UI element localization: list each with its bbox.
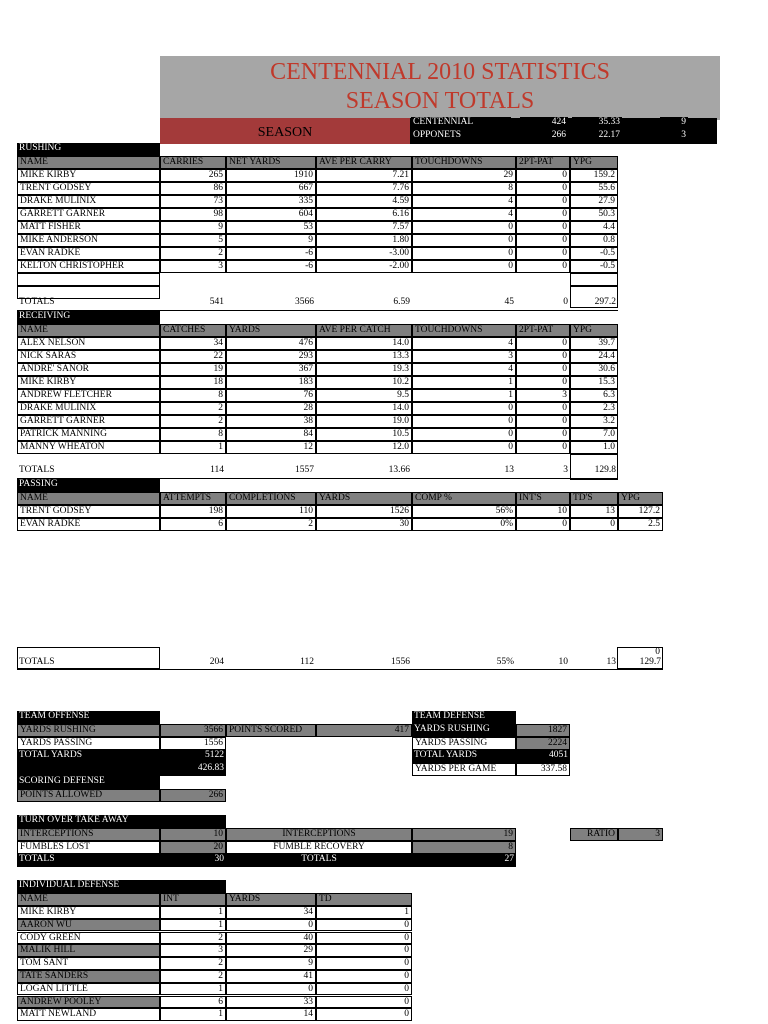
individual-defense-cell: 9 [226, 957, 316, 970]
passing-header-5: INT'S [516, 492, 570, 505]
passing-total-rule [17, 669, 663, 670]
passing-row-cell: 0 [516, 518, 570, 531]
opp-totals-value: 27 [412, 854, 516, 867]
score-average: 22.17 [572, 130, 622, 143]
passing-total-cell: 13 [606, 657, 616, 667]
rushing-row-cell: 0 [516, 260, 570, 273]
fumble-recovery-label: FUMBLE RECOVERY [226, 841, 412, 854]
rushing-row-cell: 0.8 [570, 234, 618, 247]
passing-total-cell: 129.7 [639, 657, 661, 667]
individual-defense-cell: 2 [160, 957, 226, 970]
interceptions-label: INTERCEPTIONS [17, 828, 160, 841]
opp-totals-label: TOTALS [226, 854, 412, 867]
rushing-row-cell: 5 [160, 234, 226, 247]
receiving-section-label: RECEIVING [17, 311, 160, 324]
receiving-total-cell: 1557 [295, 465, 314, 475]
receiving-row-cell: 19.0 [316, 415, 412, 428]
score-average: 35.33 [572, 117, 622, 130]
def-yards-rushing-label: YARDS RUSHING [412, 724, 516, 737]
passing-row-cell: TRENT GODSEY [17, 505, 160, 518]
receiving-row-cell: 0 [516, 376, 570, 389]
rushing-row-cell: 335 [226, 195, 316, 208]
receiving-row-cell: 3 [516, 389, 570, 402]
receiving-total-cell: 3 [563, 465, 568, 475]
receiving-row-cell: 293 [226, 350, 316, 363]
receiving-row-cell: 0 [516, 402, 570, 415]
turnover-totals-label: TOTALS [17, 854, 160, 867]
receiving-row-cell: 4 [412, 337, 516, 350]
passing-header-7: YPG [618, 492, 663, 505]
rushing-row-cell: 1.80 [316, 234, 412, 247]
receiving-row-cell: 1.0 [570, 441, 618, 454]
points-scored-value: 417 [316, 724, 412, 737]
team-defense-label: TEAM DEFENSE [412, 711, 516, 724]
receiving-row-cell: 14.0 [316, 402, 412, 415]
receiving-row-cell: 1 [412, 376, 516, 389]
individual-defense-cell: 0 [316, 957, 412, 970]
opp-interceptions-label: INTERCEPTIONS [226, 828, 412, 841]
passing-row-cell: 110 [226, 505, 316, 518]
receiving-header-4: TOUCHDOWNS [412, 324, 516, 337]
receiving-row-cell: 0 [516, 337, 570, 350]
turnover-label: TURN OVER TAKE AWAY [17, 815, 226, 828]
receiving-row-cell: ANDREW FLETCHER [17, 389, 160, 402]
team-offense-label: TEAM OFFENSE [17, 711, 160, 724]
receiving-total-cell: 13 [504, 465, 514, 475]
receiving-row-cell: 2 [160, 402, 226, 415]
passing-row-cell: 10 [516, 505, 570, 518]
rushing-row-cell: 55.6 [570, 182, 618, 195]
receiving-row-cell: NICK SARAS [17, 350, 160, 363]
rushing-row-cell: 27.9 [570, 195, 618, 208]
individual-defense-cell: 0 [316, 983, 412, 996]
def-yards-passing-label: YARDS PASSING [412, 737, 516, 750]
individual-defense-cell: 0 [226, 919, 316, 932]
passing-header-1: ATTEMPTS [160, 492, 226, 505]
receiving-row-cell: 14.0 [316, 337, 412, 350]
passing-row-cell: 127.2 [618, 505, 663, 518]
receiving-row-cell: 7.0 [570, 428, 618, 441]
rushing-row-cell: 73 [160, 195, 226, 208]
receiving-row-cell: 0 [516, 415, 570, 428]
rushing-total-cell: 6.59 [393, 297, 410, 307]
receiving-row-cell: GARRETT GARNER [17, 415, 160, 428]
report-subtitle: SEASON TOTALS [345, 88, 535, 114]
receiving-row-cell: 0 [516, 350, 570, 363]
individual-defense-header: YARDS [226, 893, 316, 906]
individual-defense-cell: MALIK HILL [17, 944, 160, 957]
receiving-row-cell: 0 [516, 428, 570, 441]
rushing-row-cell: 0 [516, 208, 570, 221]
rushing-header-1: CARRIES [160, 156, 226, 169]
passing-row-cell: 2.5 [618, 518, 663, 531]
passing-total-cell: 112 [300, 657, 314, 667]
interceptions-value: 10 [160, 828, 226, 841]
receiving-row-cell: 367 [226, 363, 316, 376]
individual-defense-cell: 41 [226, 970, 316, 983]
receiving-row-cell: 2.3 [570, 402, 618, 415]
rushing-header-0: NAME [17, 156, 160, 169]
rushing-row-cell: -2.00 [316, 260, 412, 273]
receiving-row-cell: DRAKE MULINIX [17, 402, 160, 415]
rushing-row-cell: 4 [412, 195, 516, 208]
individual-defense-cell: 34 [226, 906, 316, 919]
receiving-header-2: YARDS [226, 324, 316, 337]
receiving-row-cell: 2 [160, 415, 226, 428]
score-team: OPPONETS [411, 130, 511, 143]
rushing-row-cell: EVAN RADKE [17, 247, 160, 260]
receiving-row-cell: 3 [412, 350, 516, 363]
individual-defense-cell: 2 [160, 932, 226, 945]
receiving-header-0: NAME [17, 324, 160, 337]
rushing-row-cell: 86 [160, 182, 226, 195]
rushing-row-cell: MIKE ANDERSON [17, 234, 160, 247]
receiving-row-cell: 0 [412, 415, 516, 428]
passing-row-cell: 0% [412, 518, 516, 531]
passing-row-cell: 2 [226, 518, 316, 531]
receiving-header-1: CATCHES [160, 324, 226, 337]
receiving-row-cell: 39.7 [570, 337, 618, 350]
def-yards-passing-value: 2224 [516, 737, 570, 750]
def-yards-per-game-value: 337.58 [516, 763, 570, 776]
rushing-row-cell: 4.59 [316, 195, 412, 208]
rushing-row-cell: 4 [412, 208, 516, 221]
receiving-row-cell: 13.3 [316, 350, 412, 363]
passing-header-4: COMP % [412, 492, 516, 505]
passing-section-label: PASSING [17, 479, 160, 492]
receiving-row-cell: 1 [412, 389, 516, 402]
rushing-row-cell: 0 [516, 169, 570, 182]
rushing-row-cell: KELTON CHRISTOPHER [17, 260, 160, 273]
rushing-row-cell: 8 [412, 182, 516, 195]
rushing-row-cell: 159.2 [570, 169, 618, 182]
receiving-row-cell: MANNY WHEATON [17, 441, 160, 454]
receiving-row-cell: 0 [516, 363, 570, 376]
rushing-row-cell: 98 [160, 208, 226, 221]
rushing-row-cell: 1910 [226, 169, 316, 182]
rushing-total-cell: 0 [563, 297, 568, 307]
score-wins: 3 [660, 130, 688, 143]
season-label: SEASON [160, 118, 410, 144]
yards-passing-value: 1556 [160, 737, 226, 750]
receiving-row-cell: 0 [412, 441, 516, 454]
individual-defense-cell: 0 [316, 1008, 412, 1021]
individual-defense-cell: MIKE KIRBY [17, 906, 160, 919]
passing-header-2: COMPLETIONS [226, 492, 316, 505]
receiving-row-cell: ANDRE' SANOR [17, 363, 160, 376]
individual-defense-header: TD [316, 893, 412, 906]
individual-defense-cell: 3 [160, 944, 226, 957]
total-yards-label: TOTAL YARDS [17, 750, 160, 763]
rushing-header-2: NET YARDS [226, 156, 316, 169]
receiving-row-cell: 3.2 [570, 415, 618, 428]
passing-header-3: YARDS [316, 492, 412, 505]
rushing-row-cell: MIKE KIRBY [17, 169, 160, 182]
rushing-row-cell: 50.3 [570, 208, 618, 221]
def-total-yards-value: 4051 [516, 750, 570, 763]
score-wins: 9 [660, 117, 688, 130]
passing-header-0: NAME [17, 492, 160, 505]
rushing-row-cell: 0 [516, 247, 570, 260]
rushing-row-cell: 0 [412, 221, 516, 234]
passing-total-cell: 204 [209, 657, 224, 667]
receiving-row-cell: 9.5 [316, 389, 412, 402]
turnover-totals-value: 30 [160, 854, 226, 867]
total-yards-value: 5122 [160, 750, 226, 763]
points-allowed-value: 266 [160, 789, 226, 802]
rushing-row-cell: 0 [516, 234, 570, 247]
rushing-row-cell: 0 [516, 195, 570, 208]
rushing-row-cell: TRENT GODSEY [17, 182, 160, 195]
passing-row-cell: 56% [412, 505, 516, 518]
receiving-row-cell: PATRICK MANNING [17, 428, 160, 441]
receiving-row-cell: 76 [226, 389, 316, 402]
receiving-row-cell: 4 [412, 363, 516, 376]
receiving-row-cell: 19.3 [316, 363, 412, 376]
rushing-total-cell: 297.2 [594, 297, 616, 307]
rushing-header-6: YPG [570, 156, 618, 169]
rushing-blank-row [17, 273, 160, 286]
receiving-row-cell: 0 [412, 402, 516, 415]
rushing-total-cell: TOTALS [19, 297, 55, 307]
rushing-header-4: TOUCHDOWNS [412, 156, 516, 169]
receiving-row-cell: MIKE KIRBY [17, 376, 160, 389]
rushing-row-cell: 9 [160, 221, 226, 234]
individual-defense-cell: 0 [226, 983, 316, 996]
rushing-total-cell: 541 [209, 297, 224, 307]
rushing-row-cell: -0.5 [570, 247, 618, 260]
scoring-defense-label: SCORING DEFENSE [17, 776, 160, 789]
rushing-total-cell: 45 [504, 297, 514, 307]
rushing-row-cell: 0 [412, 260, 516, 273]
passing-row-cell: 0 [570, 518, 618, 531]
report-title-banner [160, 56, 720, 120]
receiving-row-cell: 28 [226, 402, 316, 415]
passing-row-cell: 198 [160, 505, 226, 518]
receiving-row-cell: 18 [160, 376, 226, 389]
passing-header-6: TD'S [570, 492, 618, 505]
individual-defense-cell: 33 [226, 996, 316, 1009]
opp-interceptions-value: 19 [412, 828, 516, 841]
individual-defense-cell: 0 [316, 944, 412, 957]
individual-defense-cell: 14 [226, 1008, 316, 1021]
rushing-blank-ypg [570, 273, 618, 286]
def-yards-per-game-label: YARDS PER GAME [412, 763, 516, 776]
yards-passing-label: YARDS PASSING [17, 737, 160, 750]
passing-total-cell: TOTALS [19, 657, 55, 667]
individual-defense-cell: 1 [160, 906, 226, 919]
fumbles-lost-value: 20 [160, 841, 226, 854]
rushing-row-cell: 29 [412, 169, 516, 182]
ratio-label: RATIO [570, 828, 618, 841]
passing-totals-extra: 0 [655, 647, 660, 657]
receiving-row-cell: 0 [412, 428, 516, 441]
rushing-row-cell: 9 [226, 234, 316, 247]
score-points: 266 [520, 130, 568, 143]
rushing-row-cell: 0 [516, 182, 570, 195]
individual-defense-cell: MATT NEWLAND [17, 1008, 160, 1021]
rushing-row-cell: DRAKE MULINIX [17, 195, 160, 208]
receiving-row-cell: 10.2 [316, 376, 412, 389]
rushing-row-cell: 7.76 [316, 182, 412, 195]
ratio-value: 3 [618, 828, 663, 841]
individual-defense-cell: TATE SANDERS [17, 970, 160, 983]
passing-row-cell: 30 [316, 518, 412, 531]
individual-defense-cell: LOGAN LITTLE [17, 983, 160, 996]
receiving-row-cell: 6.3 [570, 389, 618, 402]
rushing-row-cell: 53 [226, 221, 316, 234]
individual-defense-cell: 0 [316, 996, 412, 1009]
individual-defense-cell: 0 [316, 970, 412, 983]
receiving-header-3: AVE PER CATCH [316, 324, 412, 337]
passing-row-cell: 6 [160, 518, 226, 531]
rushing-row-cell: 7.21 [316, 169, 412, 182]
score-team: CENTENNIAL [411, 117, 511, 130]
rushing-total-cell: 3566 [295, 297, 314, 307]
individual-defense-cell: 0 [316, 932, 412, 945]
receiving-total-cell: TOTALS [19, 465, 55, 475]
rushing-section-label: RUSHING [17, 143, 160, 156]
passing-total-cell: 1556 [391, 657, 410, 667]
passing-row-cell: 1526 [316, 505, 412, 518]
receiving-total-cell: 13.66 [388, 465, 410, 475]
rushing-row-cell: -0.5 [570, 260, 618, 273]
passing-row-cell: 13 [570, 505, 618, 518]
individual-defense-label: INDIVIDUAL DEFENSE [17, 880, 226, 893]
offense-per-game: 426.83 [160, 763, 226, 776]
receiving-header-6: YPG [570, 324, 618, 337]
rushing-row-cell: 0 [516, 221, 570, 234]
individual-defense-cell: 0 [316, 919, 412, 932]
individual-defense-cell: 1 [160, 1008, 226, 1021]
receiving-row-cell: 12 [226, 441, 316, 454]
rushing-row-cell: 4.4 [570, 221, 618, 234]
individual-defense-cell: TOM SANT [17, 957, 160, 970]
receiving-row-cell: 34 [160, 337, 226, 350]
receiving-row-cell: 183 [226, 376, 316, 389]
receiving-row-cell: 10.5 [316, 428, 412, 441]
receiving-row-cell: 1 [160, 441, 226, 454]
receiving-row-cell: 22 [160, 350, 226, 363]
receiving-total-cell: 114 [210, 465, 224, 475]
receiving-row-cell: 476 [226, 337, 316, 350]
rushing-row-cell: 0 [412, 247, 516, 260]
yards-rushing-value: 3566 [160, 724, 226, 737]
receiving-row-cell: 12.0 [316, 441, 412, 454]
individual-defense-cell: 29 [226, 944, 316, 957]
receiving-row-cell: 8 [160, 389, 226, 402]
rushing-row-cell: -6 [226, 247, 316, 260]
receiving-row-cell: 8 [160, 428, 226, 441]
individual-defense-cell: 1 [160, 919, 226, 932]
score-points: 424 [520, 117, 568, 130]
receiving-row-cell: 15.3 [570, 376, 618, 389]
rushing-header-3: AVE PER CARRY [316, 156, 412, 169]
rushing-row-cell: 604 [226, 208, 316, 221]
rushing-row-cell: 0 [412, 234, 516, 247]
rushing-row-cell: 667 [226, 182, 316, 195]
individual-defense-cell: 2 [160, 970, 226, 983]
individual-defense-cell: CODY GREEN [17, 932, 160, 945]
receiving-row-cell: ALEX NELSON [17, 337, 160, 350]
rushing-row-cell: -6 [226, 260, 316, 273]
passing-total-cell: 55% [496, 657, 514, 667]
fumble-recovery-value: 8 [412, 841, 516, 854]
individual-defense-cell: 1 [316, 906, 412, 919]
report-title: CENTENNIAL 2010 STATISTICS [270, 59, 610, 85]
points-allowed-label: POINTS ALLOWED [17, 789, 160, 802]
rushing-header-5: 2PT-PAT [516, 156, 570, 169]
receiving-row-cell: 38 [226, 415, 316, 428]
individual-defense-cell: 6 [160, 996, 226, 1009]
individual-defense-header: INT [160, 893, 226, 906]
fumbles-lost-label: FUMBLES LOST [17, 841, 160, 854]
points-scored-label: POINTS SCORED [226, 724, 316, 737]
individual-defense-cell: AARON WU [17, 919, 160, 932]
receiving-row-cell: 30.6 [570, 363, 618, 376]
rushing-row-cell: 7.57 [316, 221, 412, 234]
receiving-row-cell: 24.4 [570, 350, 618, 363]
rushing-row-cell: -3.00 [316, 247, 412, 260]
individual-defense-header: NAME [17, 893, 160, 906]
rushing-row-cell: GARRETT GARNER [17, 208, 160, 221]
receiving-row-cell: 0 [516, 441, 570, 454]
passing-total-cell: 10 [558, 657, 568, 667]
rushing-row-cell: MATT FISHER [17, 221, 160, 234]
receiving-row-cell: 84 [226, 428, 316, 441]
def-total-yards-label: TOTAL YARDS [412, 750, 516, 763]
rushing-row-cell: 6.16 [316, 208, 412, 221]
def-yards-rushing-value: 1827 [516, 724, 570, 737]
individual-defense-cell: ANDREW POOLEY [17, 996, 160, 1009]
receiving-header-5: 2PT-PAT [516, 324, 570, 337]
individual-defense-cell: 1 [160, 983, 226, 996]
rushing-row-cell: 2 [160, 247, 226, 260]
receiving-row-cell: 19 [160, 363, 226, 376]
passing-row-cell: EVAN RADKE [17, 518, 160, 531]
receiving-total-cell: 129.8 [594, 465, 616, 475]
rushing-row-cell: 3 [160, 260, 226, 273]
yards-rushing-label: YARDS RUSHING [17, 724, 160, 737]
individual-defense-cell: 40 [226, 932, 316, 945]
rushing-row-cell: 265 [160, 169, 226, 182]
